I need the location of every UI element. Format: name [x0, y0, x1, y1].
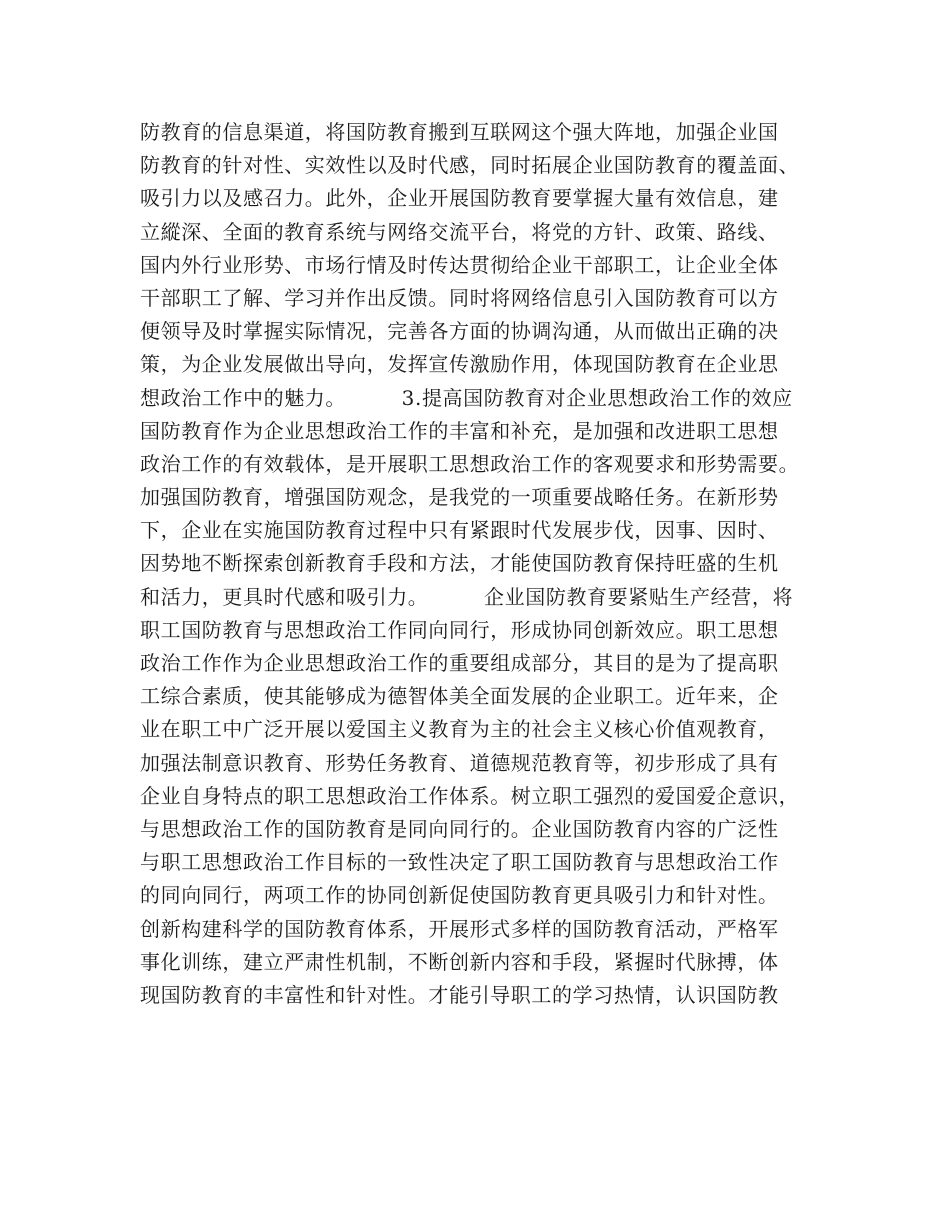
text-line: 职工国防教育与思想政治工作同向同行，形成协同创新效应。职工思想	[140, 617, 779, 642]
text-line: 政治工作的有效载体，是开展职工思想政治工作的客观要求和形势需要。	[140, 451, 800, 476]
text-line: 下，企业在实施国防教育过程中只有紧跟时代发展步伐，因事、因时、	[140, 518, 779, 543]
text-line: 和活力，更具时代感和吸引力。 企业国防教育要紧贴生产经营，将	[140, 584, 794, 609]
text-line: 吸引力以及感召力。此外，企业开展国防教育要掌握大量有效信息，建	[140, 186, 779, 211]
body-text	[140, 116, 830, 1012]
text-line: 现国防教育的丰富性和针对性。才能引导职工的学习热情，认识国防教	[140, 982, 779, 1007]
text-line: 与思想政治工作的国防教育是同向同行的。企业国防教育内容的广泛性	[140, 816, 779, 841]
text-line: 便领导及时掌握实际情况，完善各方面的协调沟通，从而做出正确的决	[140, 319, 779, 344]
text-line: 因势地不断探索创新教育手段和方法，才能使国防教育保持旺盛的生机	[140, 551, 779, 576]
text-line: 国防教育作为企业思想政治工作的丰富和补充，是加强和改进职工思想	[140, 418, 779, 443]
text-line: 与职工思想政治工作目标的一致性决定了职工国防教育与思想政治工作	[140, 850, 779, 875]
text-line: 事化训练，建立严肃性机制，不断创新内容和手段，紧握时代脉搏，体	[140, 949, 779, 974]
text-line: 企业自身特点的职工思想政治工作体系。树立职工强烈的爱国爱企意识，	[140, 783, 800, 808]
text-line: 业在职工中广泛开展以爱国主义教育为主的社会主义核心价值观教育，	[140, 717, 779, 742]
text-line: 工综合素质，使其能够成为德智体美全面发展的企业职工。近年来，企	[140, 684, 779, 709]
text-line: 立縱深、全面的教育系统与网络交流平台，将党的方针、政策、路线、	[140, 219, 779, 244]
text-line: 加强法制意识教育、形势任务教育、道德规范教育等，初步形成了具有	[140, 750, 779, 775]
text-line: 国内外行业形势、市场行情及时传达贯彻给企业干部职工，让企业全体	[140, 252, 779, 277]
text-line: 防教育的信息渠道，将国防教育搬到互联网这个强大阵地，加强企业国	[140, 120, 779, 144]
text-line: 防教育的针对性、实效性以及时代感，同时拓展企业国防教育的覆盖面、	[140, 153, 800, 178]
text-line: 想政治工作中的魅力。 3.提高国防教育对企业思想政治工作的效应	[140, 385, 793, 410]
text-line: 加强国防教育，增强国防观念，是我党的一项重要战略任务。在新形势	[140, 485, 779, 510]
text-line: 的同向同行，两项工作的协同创新促使国防教育更具吸引力和针对性。	[140, 883, 779, 908]
text-line: 策，为企业发展做出导向，发挥宣传激励作用，体现国防教育在企业思	[140, 352, 779, 377]
text-line: 创新构建科学的国防教育体系，开展形式多样的国防教育活动，严格军	[140, 916, 779, 941]
text-line: 干部职工了解、学习并作出反馈。同时将网络信息引入国防教育可以方	[140, 285, 779, 310]
text-line: 政治工作作为企业思想政治工作的重要组成部分，其目的是为了提高职	[140, 651, 779, 675]
